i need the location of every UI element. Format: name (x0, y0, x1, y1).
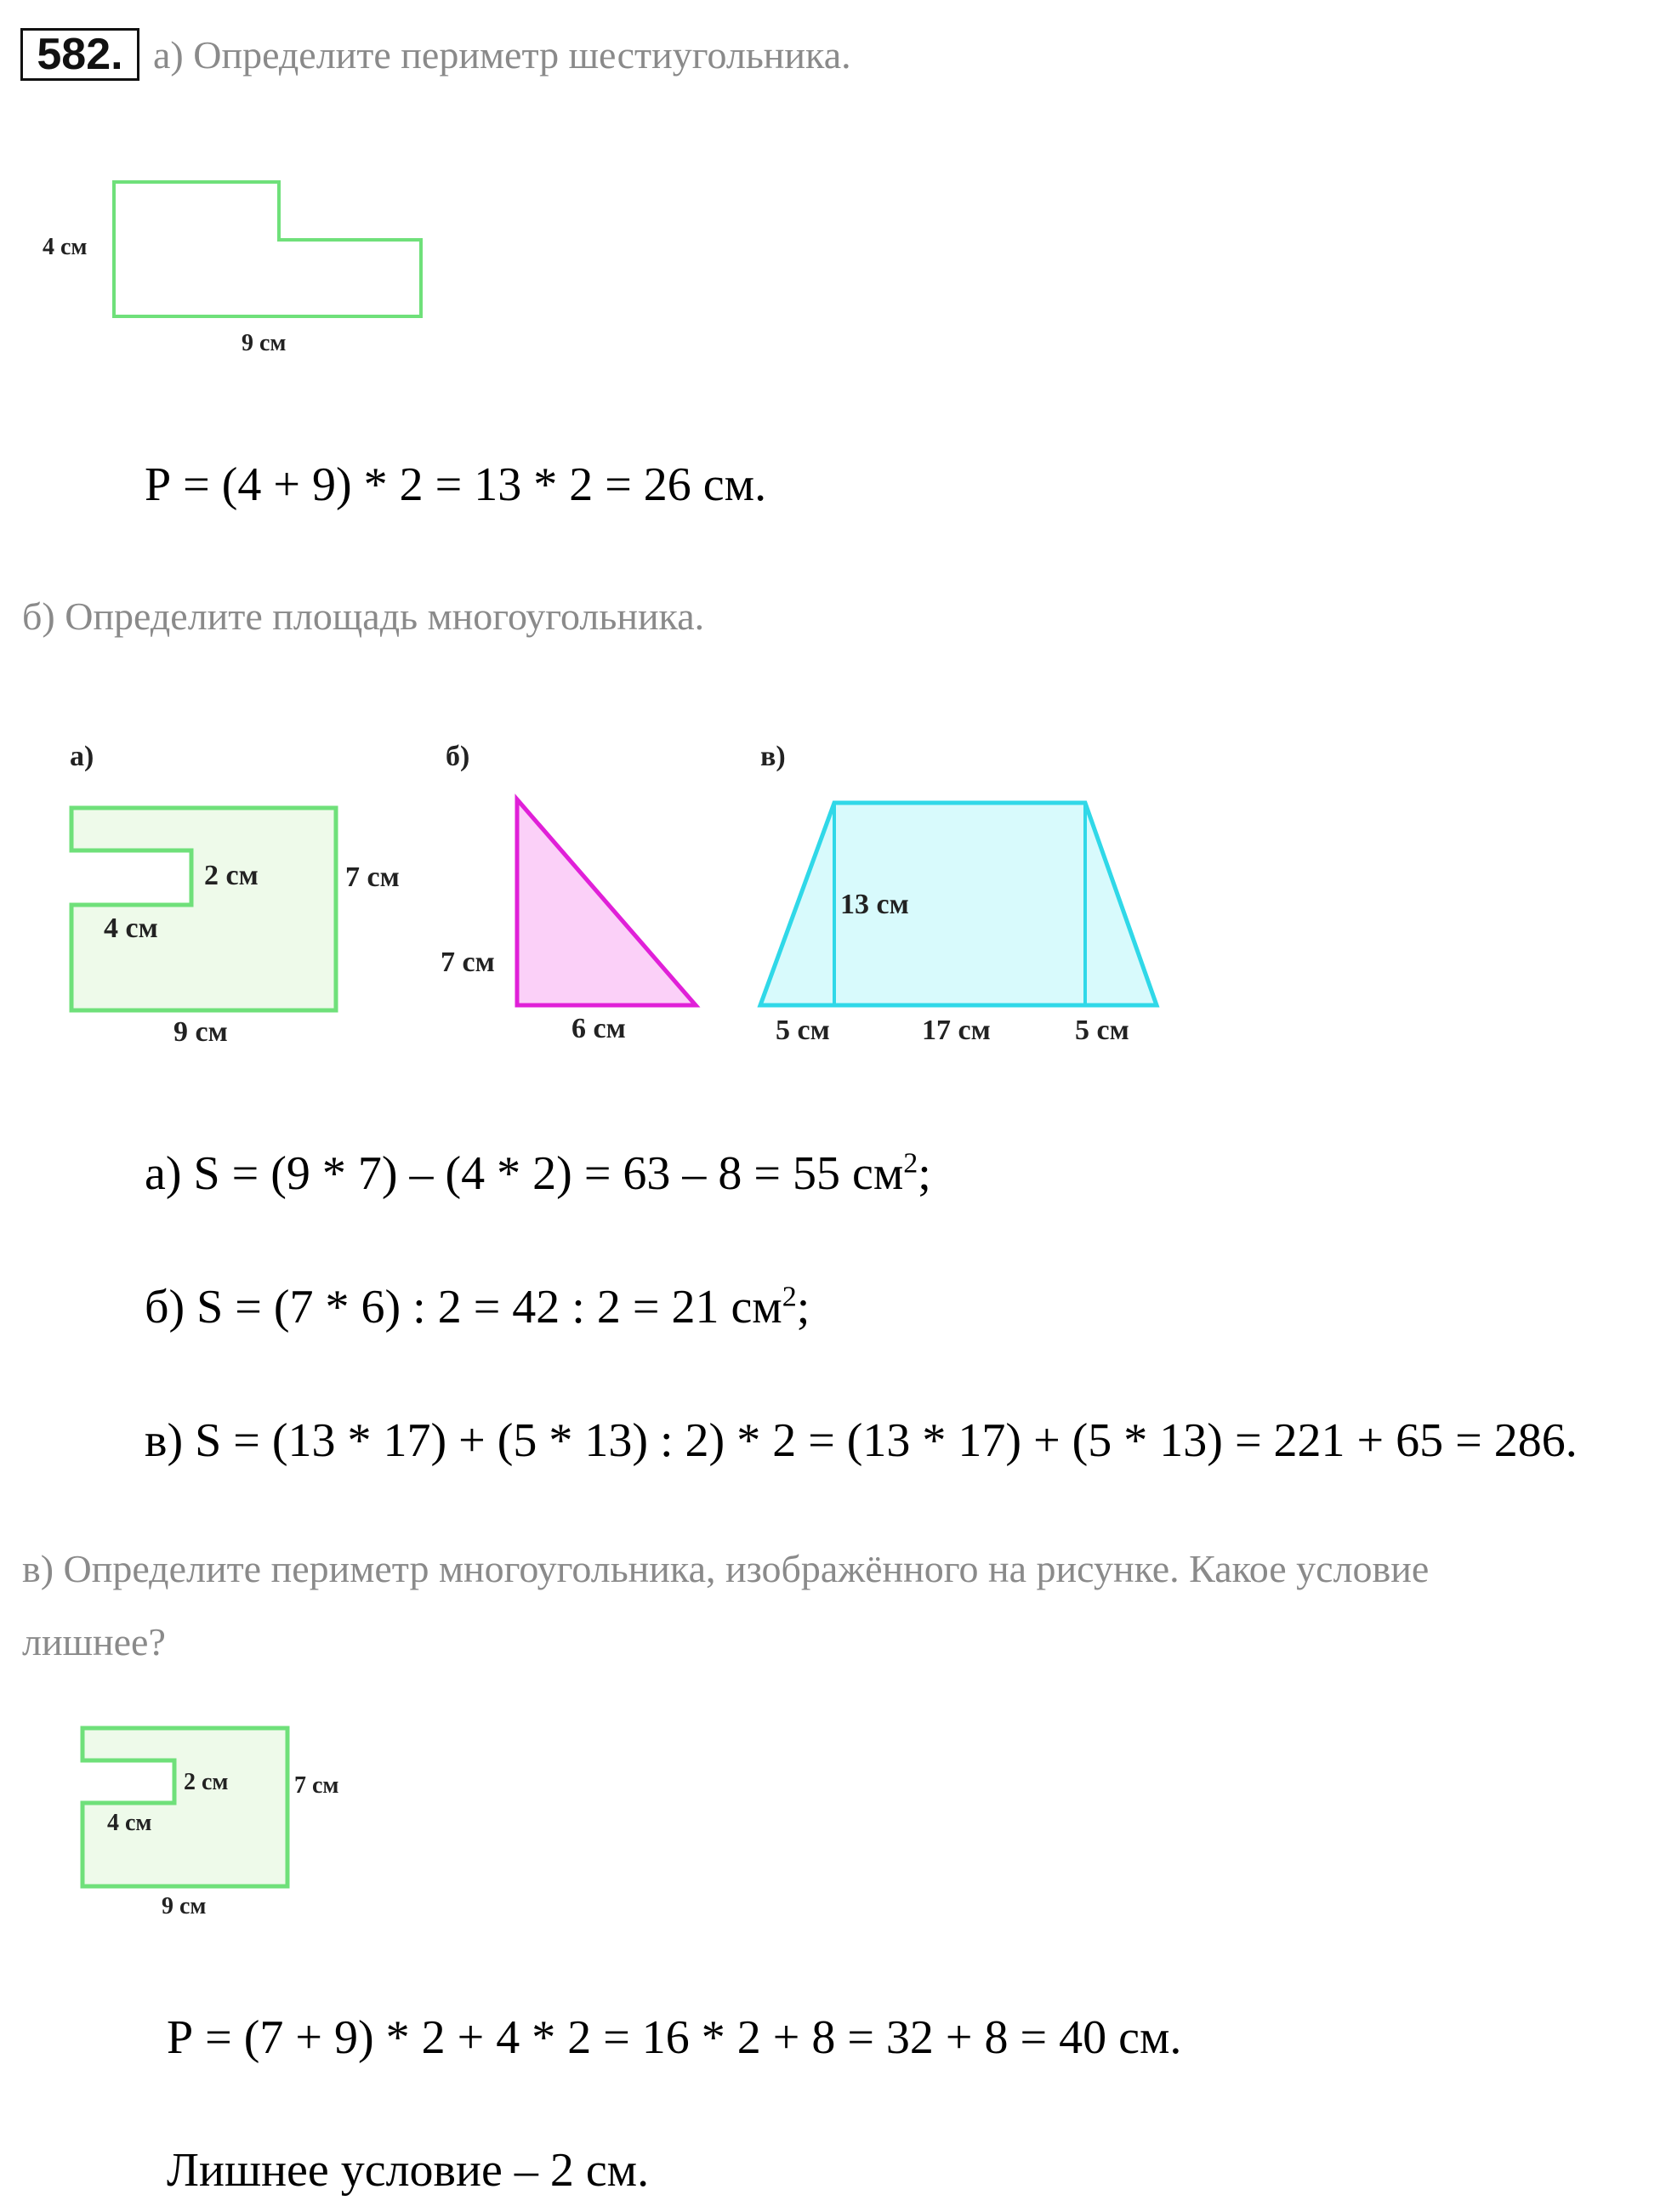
task-b-answer-c: в) S = (13 * 17) + (5 * 13) : 2) * 2 = (13 * 17) + (5 * 13) = 221 + 65 = 286. (145, 1414, 1578, 1467)
answer-a-superscript: 2 (903, 1147, 918, 1180)
perimeter-polygon-shape (82, 1728, 287, 1886)
figure-a-left-label: 4 см (104, 913, 158, 944)
perimeter-bottom-label: 9 см (162, 1893, 207, 1919)
answer-a-main: а) S = (9 * 7) – (4 * 2) = 63 – 8 = 55 см (145, 1147, 904, 1200)
figure-c-height-label: 13 см (840, 889, 909, 920)
task-c-text-line2: лишнее? (22, 1620, 166, 1663)
task-c-answer: Р = (7 + 9) * 2 + 4 * 2 = 16 * 2 + 8 = 32 + 8 = 40 см. (167, 2011, 1182, 2064)
figure-c-middle-label: 17 см (922, 1015, 991, 1046)
task-c-text-line1: в) Определите периметр многоугольника, изображённого на рисунке. Какое условие (22, 1547, 1430, 1590)
answer-b-superscript: 2 (782, 1281, 797, 1313)
figure-a-notch-label: 2 см (204, 860, 259, 891)
figure-a-side-label: 7 см (345, 861, 400, 893)
perimeter-notch-label: 2 см (184, 1769, 229, 1795)
hexagon-height-label: 4 см (43, 234, 88, 260)
perimeter-side-label: 7 см (294, 1772, 339, 1799)
problem-number: 582. (20, 28, 139, 81)
figure-b-tag: б) (446, 741, 470, 772)
task-a-text: а) Определите периметр шестиугольника. (153, 33, 851, 77)
perimeter-left-label: 4 см (107, 1810, 152, 1836)
figure-c-left-label: 5 см (776, 1015, 830, 1046)
figure-b-height-label: 7 см (441, 947, 495, 978)
figure-c-right-label: 5 см (1075, 1015, 1129, 1046)
hexagon-width-label: 9 см (242, 330, 287, 356)
answer-a-tail: ; (918, 1147, 931, 1200)
answer-b-tail: ; (796, 1281, 810, 1333)
task-c-extra-condition: Лишнее условие – 2 см. (167, 2144, 650, 2197)
task-a-answer: Р = (4 + 9) * 2 = 13 * 2 = 26 см. (145, 458, 767, 511)
answer-b-main: б) S = (7 * 6) : 2 = 42 : 2 = 21 см (145, 1281, 782, 1333)
figure-c-tag: в) (760, 741, 786, 772)
figure-b-base-label: 6 см (571, 1013, 626, 1044)
task-b-text: б) Определите площадь многоугольника. (22, 594, 705, 638)
figure-a-tag: а) (70, 741, 94, 772)
figure-a-bottom-label: 9 см (173, 1016, 228, 1048)
